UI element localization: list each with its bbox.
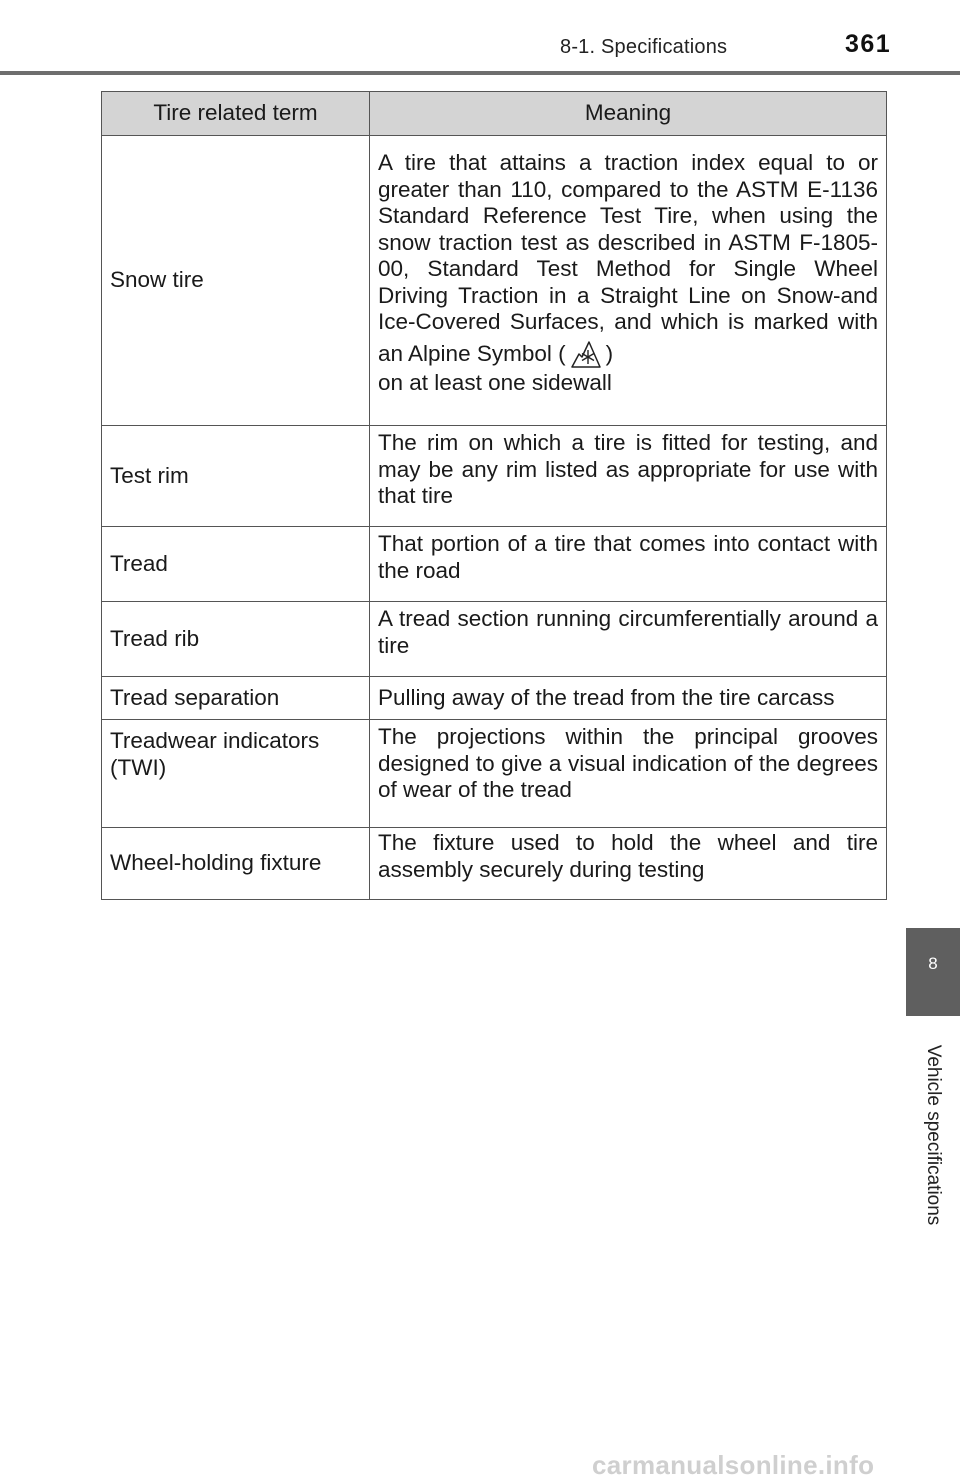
table-row xyxy=(102,136,887,426)
table-row xyxy=(102,677,887,720)
table-row xyxy=(102,426,887,527)
meaning-text: on at least one sidewall xyxy=(378,369,612,395)
term-cell: Snow tire xyxy=(102,136,370,426)
meaning-cell: The projections within the principal grooves designed to give a visual indication of the degrees of wear of the tread xyxy=(370,720,887,828)
watermark: carmanualsonline.info xyxy=(592,1450,875,1480)
term-cell: Test rim xyxy=(102,426,370,527)
meaning-cell: That portion of a tire that comes into contact with the road xyxy=(370,527,887,602)
meaning-cell: A tread section running circumferentially around a tire xyxy=(370,602,887,677)
column-header-meaning: Meaning xyxy=(370,92,887,136)
term-cell xyxy=(102,720,370,828)
table-header-row xyxy=(102,92,887,136)
table-row xyxy=(102,527,887,602)
page-number: 361 xyxy=(845,30,892,58)
chapter-label: Vehicle specifications xyxy=(923,1044,944,1226)
chapter-tab xyxy=(906,928,960,1016)
meaning-text: A tire that attains a traction index equal to or greater than 110, compared to the ASTM E-1136 Standard Reference Test Tire, when using the snow traction test as described in ASTM F-1805-00, Standard Test Method for Single Wheel Driving Traction in a Straight Line on Snow-and Ice-Covered Surfaces, and which is marked with an Alpine Symbol ( xyxy=(378,150,878,366)
table-row xyxy=(102,828,887,900)
alpine-symbol-icon xyxy=(569,336,603,370)
section-title: 8-1. Specifications xyxy=(560,36,728,58)
meaning-cell: Pulling away of the tread from the tire carcass xyxy=(370,677,887,720)
header-divider xyxy=(0,71,960,75)
term-cell: Tread separation xyxy=(102,677,370,720)
term-cell: Tread xyxy=(102,527,370,602)
table-row xyxy=(102,602,887,677)
table-row xyxy=(102,720,887,828)
column-header-term: Tire related term xyxy=(102,92,370,136)
meaning-text: ) xyxy=(605,340,614,366)
meaning-cell: The rim on which a tire is fitted for testing, and may be any rim listed as appropriate for use with that tire xyxy=(370,426,887,527)
chapter-number: 8 xyxy=(928,954,938,973)
tire-terms-table xyxy=(101,91,887,900)
term-cell: Wheel-holding fixture xyxy=(102,828,370,900)
term-cell: Tread rib xyxy=(102,602,370,677)
term-line: (TWI) xyxy=(110,754,167,780)
meaning-cell xyxy=(370,136,887,426)
meaning-cell: The fixture used to hold the wheel and tire assembly securely during testing xyxy=(370,828,887,900)
term-line: Treadwear indicators xyxy=(110,728,320,753)
